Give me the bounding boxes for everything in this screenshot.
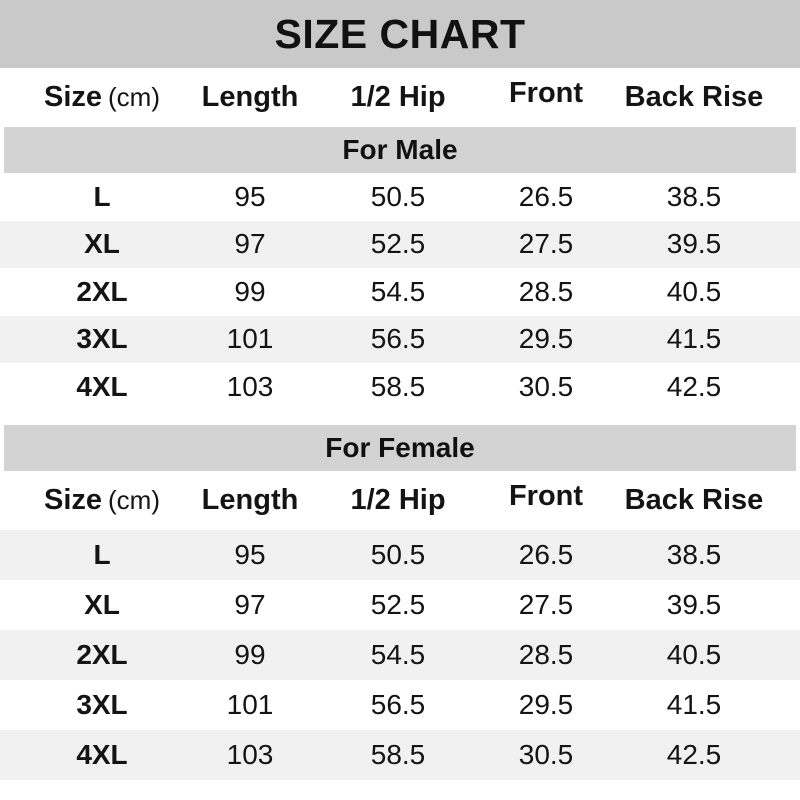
table-row [0, 316, 800, 364]
cell-size: 4XL [76, 738, 128, 770]
cell-length: 103 [226, 370, 274, 402]
cell-hip: 58.5 [370, 738, 426, 770]
cell-back-rise: 42.5 [666, 738, 722, 770]
table-row [0, 268, 800, 316]
table-row [0, 680, 800, 730]
male-rows-group [0, 173, 800, 411]
cell-length: 103 [226, 738, 274, 770]
female-rows-group [0, 530, 800, 780]
cell-hip: 56.5 [370, 688, 426, 720]
cell-length: 99 [234, 638, 266, 670]
column-header-hip: 1/2 Hip [350, 81, 446, 113]
column-header-row-female [0, 471, 800, 530]
cell-hip: 52.5 [370, 228, 426, 260]
table-row [0, 580, 800, 630]
cell-size: 3XL [76, 323, 128, 355]
size-table [0, 68, 800, 780]
cell-length: 95 [234, 180, 266, 212]
cell-back-rise: 41.5 [666, 323, 722, 355]
section-divider [0, 411, 800, 425]
cell-length: 101 [226, 323, 274, 355]
cell-back-rise: 42.5 [666, 370, 722, 402]
cell-size: 4XL [76, 370, 128, 402]
column-header-back-rise: Back Rise [624, 81, 764, 113]
size-unit: (cm) [108, 82, 160, 112]
size-unit: (cm) [108, 484, 160, 515]
section-label-female: For Female [325, 431, 475, 463]
cell-length: 97 [234, 228, 266, 260]
column-header-hip: 1/2 Hip [350, 483, 446, 516]
table-row [0, 173, 800, 221]
cell-size: L [93, 538, 111, 570]
cell-size: XL [84, 228, 120, 260]
cell-hip: 54.5 [370, 638, 426, 670]
cell-front: 29.5 [518, 688, 574, 720]
cell-front: 27.5 [518, 588, 574, 620]
cell-front: 28.5 [518, 275, 574, 307]
cell-length: 95 [234, 538, 266, 570]
column-header-front: Front [508, 77, 584, 109]
table-row [0, 730, 800, 780]
column-header-row-male [0, 68, 800, 127]
page-title: SIZE CHART [274, 10, 526, 57]
table-row [0, 630, 800, 680]
table-row [0, 530, 800, 580]
cell-front: 30.5 [518, 370, 574, 402]
cell-hip: 58.5 [370, 370, 426, 402]
cell-front: 27.5 [518, 228, 574, 260]
cell-front: 29.5 [518, 323, 574, 355]
cell-hip: 50.5 [370, 538, 426, 570]
table-row [0, 221, 800, 269]
cell-back-rise: 41.5 [666, 688, 722, 720]
cell-length: 99 [234, 275, 266, 307]
cell-back-rise: 38.5 [666, 180, 722, 212]
table-row [0, 363, 800, 411]
column-header-size [28, 81, 176, 114]
size-label: Size [43, 483, 103, 516]
cell-front: 26.5 [518, 538, 574, 570]
cell-hip: 52.5 [370, 588, 426, 620]
cell-front: 28.5 [518, 638, 574, 670]
section-header-female [4, 425, 796, 471]
cell-length: 97 [234, 588, 266, 620]
section-label-male: For Male [342, 134, 458, 165]
column-header-length: Length [201, 81, 299, 113]
cell-size: 3XL [76, 688, 128, 720]
column-header-length: Length [201, 483, 299, 516]
cell-hip: 50.5 [370, 180, 426, 212]
cell-front: 30.5 [518, 738, 574, 770]
cell-size: 2XL [76, 275, 128, 307]
cell-hip: 54.5 [370, 275, 426, 307]
cell-back-rise: 39.5 [666, 588, 722, 620]
cell-back-rise: 40.5 [666, 275, 722, 307]
column-header-back-rise: Back Rise [624, 483, 764, 516]
cell-back-rise: 38.5 [666, 538, 722, 570]
cell-hip: 56.5 [370, 323, 426, 355]
size-label: Size [43, 81, 103, 113]
section-header-male [4, 127, 796, 173]
cell-size: 2XL [76, 638, 128, 670]
column-header-size [28, 484, 176, 517]
cell-length: 101 [226, 688, 274, 720]
cell-back-rise: 40.5 [666, 638, 722, 670]
banner [0, 0, 800, 68]
cell-front: 26.5 [518, 180, 574, 212]
column-header-front: Front [508, 479, 584, 512]
cell-back-rise: 39.5 [666, 228, 722, 260]
cell-size: XL [84, 588, 120, 620]
cell-size: L [93, 180, 111, 212]
